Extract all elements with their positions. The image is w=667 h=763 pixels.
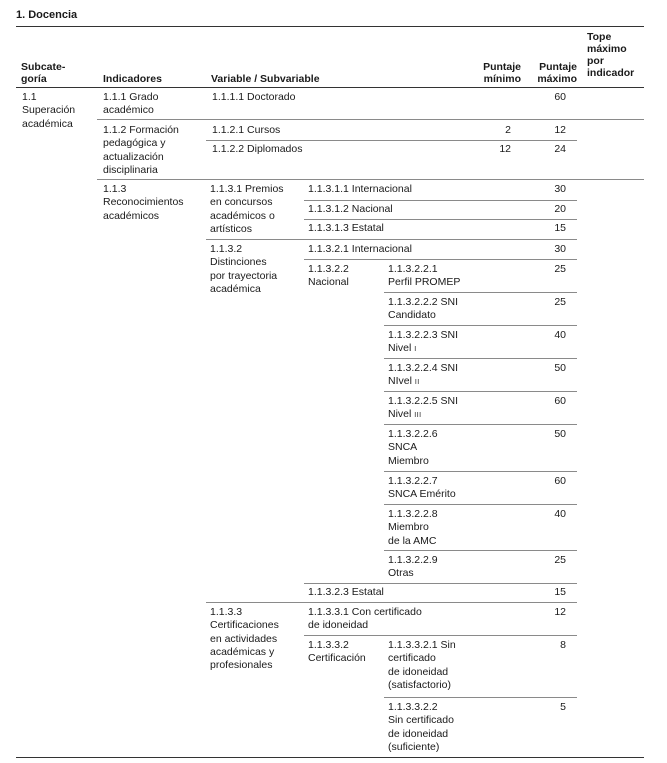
table-top-rule bbox=[16, 26, 644, 27]
row-rule bbox=[97, 179, 644, 180]
min-diplomados: 12 bbox=[499, 143, 511, 155]
var-1-1-3-3-2: 1.1.3.3.2 Certificación bbox=[308, 639, 366, 665]
max-doctorado: 60 bbox=[554, 91, 566, 103]
var-1-1-3-3-2-2: 1.1.3.3.2.2 Sin certificado de idoneidad (suficiente) bbox=[388, 701, 454, 753]
header-variable: Variable / Subvariable bbox=[211, 73, 320, 85]
var-1-1-3-2-2-3: 1.1.3.2.2.3 SNI Nivel I bbox=[388, 329, 459, 355]
header-indicadores: Indicadores bbox=[103, 73, 162, 85]
row-rule bbox=[304, 200, 577, 201]
var-1-1-3-3: 1.1.3.3 Certificaciones en actividades académicas y profesionales bbox=[210, 606, 279, 672]
header-tope: Tope máximo por indicador bbox=[587, 31, 635, 79]
max-con-certificado: 12 bbox=[554, 606, 566, 618]
section-title: 1. Docencia bbox=[16, 9, 78, 21]
max-amc: 40 bbox=[554, 508, 566, 520]
max-sni-3: 60 bbox=[554, 395, 566, 407]
table-bottom-rule bbox=[16, 757, 644, 758]
row-rule bbox=[384, 325, 577, 326]
header-subcategoria: Subcate- goría bbox=[21, 61, 66, 85]
row-rule bbox=[206, 602, 577, 603]
var-1-1-3-2-2: 1.1.3.2.2 Nacional bbox=[308, 263, 349, 289]
max-premio-internacional: 30 bbox=[554, 183, 566, 195]
var-1-1-3-3-1: 1.1.3.3.1 Con certificado de idoneidad bbox=[308, 606, 422, 632]
var-1-1-3-2-2-8: 1.1.3.2.2.8 Miembro de la AMC bbox=[388, 508, 438, 547]
var-1-1-3-2-3: 1.1.3.2.3 Estatal bbox=[308, 586, 384, 598]
var-1-1-3-3-2-1: 1.1.3.3.2.1 Sin certificado de idoneidad (satisfactorio) bbox=[388, 639, 456, 691]
min-cursos: 2 bbox=[505, 124, 511, 136]
var-1-1-3-2-2-4: 1.1.3.2.2.4 SNI NIvel II bbox=[388, 362, 459, 388]
var-1-1-3-2-2-7: 1.1.3.2.2.7 SNCA Emérito bbox=[388, 475, 456, 501]
row-rule bbox=[384, 358, 577, 359]
max-snca-miembro: 50 bbox=[554, 428, 566, 440]
row-rule bbox=[384, 292, 577, 293]
max-sni-1: 40 bbox=[554, 329, 566, 341]
row-rule bbox=[304, 259, 577, 260]
max-otras: 25 bbox=[554, 554, 566, 566]
var-1-1-3-1-2: 1.1.3.1.2 Nacional bbox=[308, 203, 393, 215]
var-1-1-3-2-2-1: 1.1.3.2.2.1 Perfil PROMEP bbox=[388, 263, 461, 289]
var-1-1-3-2-1: 1.1.3.2.1 Internacional bbox=[308, 243, 412, 255]
var-1-1-2-1: 1.1.2.1 Cursos bbox=[212, 124, 281, 136]
row-rule bbox=[384, 424, 577, 425]
var-1-1-3-2: 1.1.3.2 Distinciones por trayectoria académica bbox=[210, 243, 278, 295]
var-1-1-2-2: 1.1.2.2 Diplomados bbox=[212, 143, 303, 155]
max-cursos: 12 bbox=[554, 124, 566, 136]
header-bottom-rule bbox=[16, 87, 644, 88]
max-diplomados: 24 bbox=[554, 143, 566, 155]
max-premio-estatal: 15 bbox=[554, 222, 566, 234]
max-premio-nacional: 20 bbox=[554, 203, 566, 215]
subcategoria-cell: 1.1 Superación académica bbox=[22, 91, 76, 130]
header-puntaje-maximo: Puntaje máximo bbox=[537, 61, 577, 85]
row-rule bbox=[206, 140, 577, 141]
max-suficiente: 5 bbox=[560, 701, 566, 713]
row-rule bbox=[384, 697, 577, 698]
row-rule bbox=[384, 550, 577, 551]
row-rule bbox=[304, 635, 577, 636]
var-1-1-3-2-2-6: 1.1.3.2.2.6 SNCA Miembro bbox=[388, 428, 438, 467]
indicador-1-1-3: 1.1.3 Reconocimientos académicos bbox=[103, 183, 184, 222]
max-snca-emerito: 60 bbox=[554, 475, 566, 487]
max-distincion-estatal: 15 bbox=[554, 586, 566, 598]
row-rule bbox=[384, 471, 577, 472]
row-rule bbox=[384, 391, 577, 392]
max-promep: 25 bbox=[554, 263, 566, 275]
var-1-1-3-2-2-5: 1.1.3.2.2.5 SNI Nivel III bbox=[388, 395, 459, 421]
indicador-1-1-1: 1.1.1 Grado académico bbox=[103, 91, 159, 117]
var-1-1-3-2-2-9: 1.1.3.2.2.9 Otras bbox=[388, 554, 438, 580]
max-distincion-internacional: 30 bbox=[554, 243, 566, 255]
row-rule bbox=[384, 504, 577, 505]
var-1-1-3-1-1: 1.1.3.1.1 Internacional bbox=[308, 183, 412, 195]
row-rule bbox=[304, 219, 577, 220]
max-sni-candidato: 25 bbox=[554, 296, 566, 308]
row-rule bbox=[304, 583, 577, 584]
header-puntaje-minimo: Puntaje mínimo bbox=[483, 61, 521, 85]
row-rule bbox=[97, 119, 644, 120]
max-sni-2: 50 bbox=[554, 362, 566, 374]
var-1-1-3-1-3: 1.1.3.1.3 Estatal bbox=[308, 222, 384, 234]
row-rule bbox=[206, 239, 577, 240]
var-1-1-3-2-2-2: 1.1.3.2.2.2 SNI Candidato bbox=[388, 296, 459, 322]
max-satisfactorio: 8 bbox=[560, 639, 566, 651]
var-1-1-3-1: 1.1.3.1 Premios en concursos académicos o artísticos bbox=[210, 183, 284, 235]
var-1-1-1-1: 1.1.1.1 Doctorado bbox=[212, 91, 296, 103]
indicador-1-1-2: 1.1.2 Formación pedagógica y actualización disciplinaria bbox=[103, 124, 179, 176]
